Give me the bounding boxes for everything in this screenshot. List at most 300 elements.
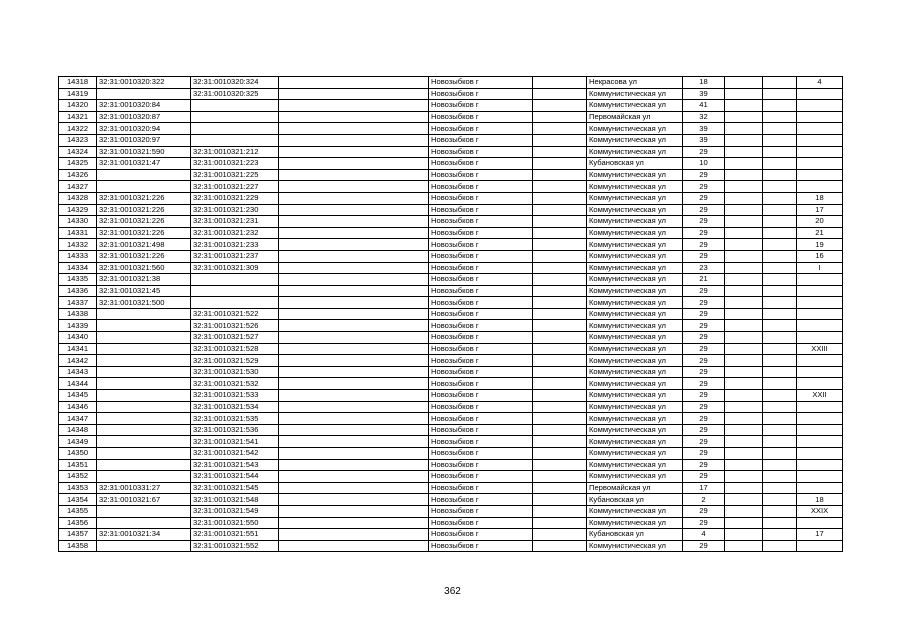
cell-house-number: 18: [683, 77, 725, 89]
cell-street: Коммунистическая ул: [587, 274, 683, 286]
cell-empty-col-4: [279, 285, 429, 297]
cell-empty-col-4: [279, 216, 429, 228]
cell-cadastral-number-1: [97, 540, 191, 552]
cell-street: Коммунистическая ул: [587, 366, 683, 378]
cell-house-number: 29: [683, 308, 725, 320]
cell-city: Новозыбков г: [429, 413, 533, 425]
cell-empty-col-9: [725, 227, 763, 239]
cell-cadastral-number-2: 32:31:0010321:231: [191, 216, 279, 228]
cell-cadastral-number-1: [97, 88, 191, 100]
table-row: [59, 390, 843, 402]
table-row: [59, 308, 843, 320]
cell-cadastral-number-1: 32:31:0010321:38: [97, 274, 191, 286]
cell-empty-col-9: [725, 471, 763, 483]
cell-empty-col-6: [533, 77, 587, 89]
cell-street: Коммунистическая ул: [587, 123, 683, 135]
cell-city: Новозыбков г: [429, 366, 533, 378]
cell-empty-col-10: [763, 285, 797, 297]
cell-apartment: [797, 471, 843, 483]
table-row: [59, 262, 843, 274]
cell-apartment: [797, 146, 843, 158]
cell-cadastral-number-1: 32:31:0010321:226: [97, 216, 191, 228]
cell-empty-col-9: [725, 250, 763, 262]
cell-empty-col-6: [533, 274, 587, 286]
table-row: [59, 320, 843, 332]
cell-empty-col-9: [725, 308, 763, 320]
cell-street: Коммунистическая ул: [587, 308, 683, 320]
cell-empty-col-6: [533, 378, 587, 390]
cell-house-number: 29: [683, 390, 725, 402]
table-row: [59, 448, 843, 460]
cell-house-number: 29: [683, 181, 725, 193]
cell-row-number: 14358: [59, 540, 97, 552]
cell-cadastral-number-2: 32:31:0010321:237: [191, 250, 279, 262]
cell-empty-col-6: [533, 146, 587, 158]
cell-empty-col-6: [533, 343, 587, 355]
cell-empty-col-10: [763, 471, 797, 483]
cell-empty-col-4: [279, 494, 429, 506]
cell-cadastral-number-2: 32:31:0010321:530: [191, 366, 279, 378]
cell-empty-col-9: [725, 111, 763, 123]
cell-empty-col-6: [533, 424, 587, 436]
cell-row-number: 14343: [59, 366, 97, 378]
cell-house-number: 39: [683, 88, 725, 100]
cell-street: Коммунистическая ул: [587, 239, 683, 251]
table-row: [59, 181, 843, 193]
cell-empty-col-9: [725, 482, 763, 494]
cell-empty-col-10: [763, 529, 797, 541]
cell-cadastral-number-1: [97, 413, 191, 425]
cell-street: Коммунистическая ул: [587, 181, 683, 193]
cell-house-number: 2: [683, 494, 725, 506]
cell-street: Коммунистическая ул: [587, 540, 683, 552]
cell-city: Новозыбков г: [429, 169, 533, 181]
cell-city: Новозыбков г: [429, 540, 533, 552]
cell-cadastral-number-2: 32:31:0010321:543: [191, 459, 279, 471]
cell-empty-col-9: [725, 239, 763, 251]
cell-empty-col-9: [725, 436, 763, 448]
cell-city: Новозыбков г: [429, 448, 533, 460]
cell-row-number: 14330: [59, 216, 97, 228]
cell-city: Новозыбков г: [429, 471, 533, 483]
cell-cadastral-number-1: [97, 169, 191, 181]
cell-cadastral-number-2: [191, 297, 279, 309]
cell-cadastral-number-1: [97, 320, 191, 332]
cell-empty-col-4: [279, 529, 429, 541]
cell-empty-col-4: [279, 332, 429, 344]
cell-empty-col-10: [763, 181, 797, 193]
cell-empty-col-6: [533, 192, 587, 204]
cell-street: Первомайская ул: [587, 482, 683, 494]
cell-empty-col-4: [279, 77, 429, 89]
cell-empty-col-6: [533, 111, 587, 123]
cell-city: Новозыбков г: [429, 308, 533, 320]
cell-empty-col-9: [725, 216, 763, 228]
cell-house-number: 29: [683, 343, 725, 355]
cell-street: Коммунистическая ул: [587, 250, 683, 262]
cell-empty-col-9: [725, 77, 763, 89]
cell-apartment: [797, 378, 843, 390]
cell-street: Кубановская ул: [587, 158, 683, 170]
cell-empty-col-10: [763, 343, 797, 355]
cell-empty-col-9: [725, 401, 763, 413]
cell-house-number: 39: [683, 134, 725, 146]
cell-empty-col-9: [725, 169, 763, 181]
cell-street: Коммунистическая ул: [587, 216, 683, 228]
cell-empty-col-10: [763, 390, 797, 402]
cell-empty-col-6: [533, 285, 587, 297]
cell-cadastral-number-1: 32:31:0010320:87: [97, 111, 191, 123]
cell-row-number: 14331: [59, 227, 97, 239]
cell-cadastral-number-1: 32:31:0010320:97: [97, 134, 191, 146]
cell-empty-col-6: [533, 390, 587, 402]
cell-empty-col-9: [725, 413, 763, 425]
cell-cadastral-number-1: [97, 343, 191, 355]
cell-empty-col-9: [725, 88, 763, 100]
cell-house-number: 29: [683, 332, 725, 344]
cell-street: Коммунистическая ул: [587, 100, 683, 112]
cell-empty-col-9: [725, 285, 763, 297]
cell-empty-col-9: [725, 297, 763, 309]
cell-empty-col-6: [533, 250, 587, 262]
cell-street: Коммунистическая ул: [587, 390, 683, 402]
cell-apartment: [797, 285, 843, 297]
cell-empty-col-4: [279, 239, 429, 251]
cell-apartment: I: [797, 262, 843, 274]
cell-cadastral-number-2: 32:31:0010320:324: [191, 77, 279, 89]
cell-cadastral-number-1: 32:31:0010320:94: [97, 123, 191, 135]
cell-empty-col-10: [763, 355, 797, 367]
cell-apartment: 19: [797, 239, 843, 251]
cell-empty-col-6: [533, 239, 587, 251]
cell-empty-col-9: [725, 540, 763, 552]
cell-house-number: 29: [683, 216, 725, 228]
cell-row-number: 14348: [59, 424, 97, 436]
cell-row-number: 14334: [59, 262, 97, 274]
cell-empty-col-10: [763, 111, 797, 123]
cell-empty-col-10: [763, 100, 797, 112]
cell-street: Коммунистическая ул: [587, 204, 683, 216]
cell-street: Коммунистическая ул: [587, 413, 683, 425]
cell-cadastral-number-2: 32:31:0010321:549: [191, 505, 279, 517]
cell-row-number: 14339: [59, 320, 97, 332]
cell-empty-col-10: [763, 274, 797, 286]
cell-cadastral-number-2: 32:31:0010321:529: [191, 355, 279, 367]
cell-apartment: [797, 459, 843, 471]
cell-empty-col-4: [279, 297, 429, 309]
cell-house-number: 29: [683, 297, 725, 309]
cell-cadastral-number-1: 32:31:0010321:67: [97, 494, 191, 506]
table-row: [59, 378, 843, 390]
cell-cadastral-number-2: 32:31:0010320:325: [191, 88, 279, 100]
cell-apartment: [797, 181, 843, 193]
cell-cadastral-number-1: [97, 459, 191, 471]
cell-cadastral-number-1: 32:31:0010321:45: [97, 285, 191, 297]
cell-empty-col-10: [763, 413, 797, 425]
cell-city: Новозыбков г: [429, 204, 533, 216]
cell-empty-col-9: [725, 378, 763, 390]
cell-row-number: 14345: [59, 390, 97, 402]
cell-cadastral-number-2: 32:31:0010321:230: [191, 204, 279, 216]
cell-house-number: 29: [683, 517, 725, 529]
cell-cadastral-number-1: 32:31:0010321:560: [97, 262, 191, 274]
cell-row-number: 14321: [59, 111, 97, 123]
table-row: [59, 285, 843, 297]
cell-cadastral-number-1: [97, 378, 191, 390]
cell-empty-col-6: [533, 401, 587, 413]
cell-cadastral-number-2: 32:31:0010321:229: [191, 192, 279, 204]
table-row: [59, 123, 843, 135]
cell-house-number: 29: [683, 505, 725, 517]
cell-empty-col-4: [279, 505, 429, 517]
cell-city: Новозыбков г: [429, 274, 533, 286]
table-row: [59, 540, 843, 552]
cell-empty-col-9: [725, 355, 763, 367]
cell-empty-col-10: [763, 424, 797, 436]
cell-street: Коммунистическая ул: [587, 471, 683, 483]
cell-street: Коммунистическая ул: [587, 343, 683, 355]
cell-house-number: 29: [683, 204, 725, 216]
cell-cadastral-number-2: 32:31:0010321:536: [191, 424, 279, 436]
cell-cadastral-number-1: [97, 308, 191, 320]
cell-street: Коммунистическая ул: [587, 227, 683, 239]
cell-city: Новозыбков г: [429, 227, 533, 239]
cell-cadastral-number-1: 32:31:0010331:27: [97, 482, 191, 494]
cell-empty-col-9: [725, 529, 763, 541]
cell-city: Новозыбков г: [429, 111, 533, 123]
cell-apartment: [797, 100, 843, 112]
cell-empty-col-9: [725, 332, 763, 344]
cell-house-number: 29: [683, 413, 725, 425]
cell-apartment: XXIII: [797, 343, 843, 355]
cell-empty-col-4: [279, 401, 429, 413]
cell-empty-col-6: [533, 227, 587, 239]
cell-cadastral-number-2: 32:31:0010321:545: [191, 482, 279, 494]
cell-cadastral-number-2: [191, 123, 279, 135]
cell-cadastral-number-2: 32:31:0010321:225: [191, 169, 279, 181]
table-row: [59, 482, 843, 494]
cell-street: Коммунистическая ул: [587, 320, 683, 332]
cell-cadastral-number-2: [191, 274, 279, 286]
cell-empty-col-10: [763, 308, 797, 320]
cell-apartment: [797, 332, 843, 344]
cell-empty-col-6: [533, 540, 587, 552]
cell-cadastral-number-2: 32:31:0010321:526: [191, 320, 279, 332]
cell-house-number: 29: [683, 320, 725, 332]
cell-empty-col-10: [763, 320, 797, 332]
cell-empty-col-6: [533, 134, 587, 146]
cell-empty-col-10: [763, 169, 797, 181]
cell-house-number: 29: [683, 366, 725, 378]
cell-city: Новозыбков г: [429, 100, 533, 112]
cell-empty-col-10: [763, 216, 797, 228]
cell-house-number: 39: [683, 123, 725, 135]
cell-cadastral-number-1: [97, 448, 191, 460]
cell-empty-col-9: [725, 390, 763, 402]
cell-apartment: 18: [797, 494, 843, 506]
cell-apartment: [797, 158, 843, 170]
cell-empty-col-6: [533, 355, 587, 367]
cell-empty-col-9: [725, 517, 763, 529]
cell-apartment: [797, 413, 843, 425]
cell-empty-col-9: [725, 424, 763, 436]
cell-empty-col-10: [763, 134, 797, 146]
cell-row-number: 14337: [59, 297, 97, 309]
cell-house-number: 29: [683, 250, 725, 262]
cell-empty-col-10: [763, 366, 797, 378]
cell-city: Новозыбков г: [429, 401, 533, 413]
cell-city: Новозыбков г: [429, 332, 533, 344]
cell-street: Коммунистическая ул: [587, 505, 683, 517]
cell-empty-col-4: [279, 250, 429, 262]
cell-empty-col-6: [533, 332, 587, 344]
cell-cadastral-number-2: 32:31:0010321:541: [191, 436, 279, 448]
cell-empty-col-10: [763, 517, 797, 529]
cell-empty-col-9: [725, 320, 763, 332]
cell-row-number: 14341: [59, 343, 97, 355]
cell-cadastral-number-2: 32:31:0010321:223: [191, 158, 279, 170]
document-table-container: [58, 76, 842, 552]
cell-house-number: 32: [683, 111, 725, 123]
cell-cadastral-number-1: 32:31:0010321:498: [97, 239, 191, 251]
table-row: [59, 332, 843, 344]
cell-cadastral-number-1: 32:31:0010321:226: [97, 204, 191, 216]
cell-empty-col-10: [763, 459, 797, 471]
cell-apartment: [797, 401, 843, 413]
cell-empty-col-6: [533, 529, 587, 541]
cell-cadastral-number-2: 32:31:0010321:552: [191, 540, 279, 552]
cell-street: Коммунистическая ул: [587, 297, 683, 309]
cell-cadastral-number-2: 32:31:0010321:544: [191, 471, 279, 483]
cell-cadastral-number-1: 32:31:0010321:34: [97, 529, 191, 541]
cell-apartment: 16: [797, 250, 843, 262]
cell-house-number: 29: [683, 459, 725, 471]
cell-apartment: [797, 355, 843, 367]
cell-cadastral-number-1: [97, 181, 191, 193]
cell-city: Новозыбков г: [429, 181, 533, 193]
cell-city: Новозыбков г: [429, 297, 533, 309]
cell-cadastral-number-2: 32:31:0010321:532: [191, 378, 279, 390]
cell-empty-col-10: [763, 494, 797, 506]
cell-apartment: 20: [797, 216, 843, 228]
table-row: [59, 88, 843, 100]
cell-apartment: [797, 424, 843, 436]
cell-house-number: 29: [683, 424, 725, 436]
cell-street: Кубановская ул: [587, 529, 683, 541]
cell-row-number: 14349: [59, 436, 97, 448]
table-row: [59, 134, 843, 146]
table-row: [59, 413, 843, 425]
cell-empty-col-4: [279, 88, 429, 100]
table-row: [59, 216, 843, 228]
table-row: [59, 424, 843, 436]
cell-empty-col-9: [725, 448, 763, 460]
cell-apartment: [797, 448, 843, 460]
cell-house-number: 21: [683, 274, 725, 286]
cell-row-number: 14338: [59, 308, 97, 320]
cell-street: Коммунистическая ул: [587, 448, 683, 460]
cell-street: Коммунистическая ул: [587, 88, 683, 100]
cell-city: Новозыбков г: [429, 216, 533, 228]
cell-cadastral-number-2: 32:31:0010321:548: [191, 494, 279, 506]
cell-empty-col-10: [763, 482, 797, 494]
cell-cadastral-number-1: [97, 436, 191, 448]
cell-cadastral-number-2: [191, 111, 279, 123]
cell-empty-col-6: [533, 505, 587, 517]
cell-apartment: 21: [797, 227, 843, 239]
cell-house-number: 29: [683, 285, 725, 297]
cell-empty-col-9: [725, 274, 763, 286]
cell-cadastral-number-1: [97, 332, 191, 344]
cell-city: Новозыбков г: [429, 482, 533, 494]
cell-street: Коммунистическая ул: [587, 146, 683, 158]
table-row: [59, 505, 843, 517]
cell-empty-col-10: [763, 540, 797, 552]
cell-empty-col-4: [279, 459, 429, 471]
cell-cadastral-number-2: 32:31:0010321:233: [191, 239, 279, 251]
table-row: [59, 274, 843, 286]
cell-apartment: [797, 297, 843, 309]
cell-city: Новозыбков г: [429, 424, 533, 436]
table-row: [59, 204, 843, 216]
cell-street: Кубановская ул: [587, 494, 683, 506]
cell-city: Новозыбков г: [429, 123, 533, 135]
cell-row-number: 14356: [59, 517, 97, 529]
cell-cadastral-number-2: 32:31:0010321:212: [191, 146, 279, 158]
cell-row-number: 14347: [59, 413, 97, 425]
cell-empty-col-10: [763, 505, 797, 517]
cell-cadastral-number-2: 32:31:0010321:528: [191, 343, 279, 355]
cell-street: Некрасова ул: [587, 77, 683, 89]
cell-empty-col-6: [533, 88, 587, 100]
cell-city: Новозыбков г: [429, 459, 533, 471]
cell-empty-col-4: [279, 540, 429, 552]
table-row: [59, 192, 843, 204]
cell-row-number: 14335: [59, 274, 97, 286]
cell-house-number: 41: [683, 100, 725, 112]
cell-empty-col-10: [763, 88, 797, 100]
cell-row-number: 14355: [59, 505, 97, 517]
cell-row-number: 14353: [59, 482, 97, 494]
cell-cadastral-number-1: 32:31:0010321:590: [97, 146, 191, 158]
cell-apartment: [797, 134, 843, 146]
cell-cadastral-number-2: [191, 134, 279, 146]
table-row: [59, 343, 843, 355]
cell-empty-col-6: [533, 448, 587, 460]
cell-empty-col-4: [279, 123, 429, 135]
table-row: [59, 146, 843, 158]
cell-empty-col-6: [533, 100, 587, 112]
cell-city: Новозыбков г: [429, 134, 533, 146]
cell-empty-col-9: [725, 134, 763, 146]
cell-row-number: 14351: [59, 459, 97, 471]
cell-empty-col-10: [763, 436, 797, 448]
cell-empty-col-4: [279, 471, 429, 483]
cell-empty-col-9: [725, 494, 763, 506]
cell-empty-col-9: [725, 366, 763, 378]
table-body: [59, 77, 843, 552]
cell-street: Коммунистическая ул: [587, 262, 683, 274]
cell-house-number: 4: [683, 529, 725, 541]
cell-apartment: [797, 540, 843, 552]
table-row: [59, 158, 843, 170]
cell-cadastral-number-2: 32:31:0010321:309: [191, 262, 279, 274]
table-row: [59, 459, 843, 471]
cell-empty-col-9: [725, 146, 763, 158]
cell-apartment: [797, 169, 843, 181]
cell-city: Новозыбков г: [429, 355, 533, 367]
cell-cadastral-number-1: 32:31:0010321:226: [97, 250, 191, 262]
